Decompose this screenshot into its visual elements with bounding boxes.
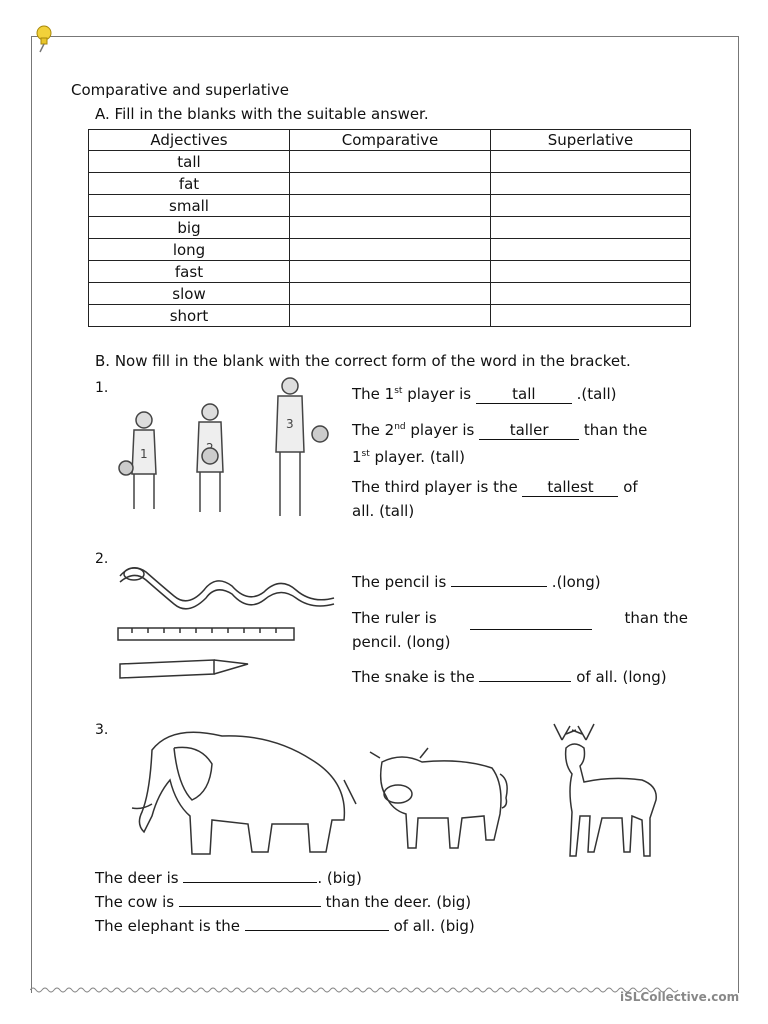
q3-s1-bracket: . (big) <box>317 869 362 887</box>
table-row <box>89 239 691 261</box>
section-a-instruction: A. Fill in the blanks with the suitable answer. <box>95 105 429 123</box>
adjective-cell: fat <box>89 173 290 195</box>
table-row <box>89 195 691 217</box>
q1-s1-text: The 1 <box>352 385 395 403</box>
comparative-blank[interactable] <box>290 173 491 195</box>
comparative-blank[interactable] <box>290 195 491 217</box>
q1-s2-text-d: 1 <box>352 448 362 466</box>
q3-s2-text: The cow is <box>95 893 179 911</box>
q2-s2-text-b: than the <box>624 609 688 627</box>
q3-sentence-3 <box>95 914 475 938</box>
table-row <box>89 283 691 305</box>
q2-s2-text-c: pencil. (long) <box>352 633 451 651</box>
q1-s3-answer-blank[interactable]: tallest <box>522 478 618 497</box>
q2-s1-answer-blank[interactable] <box>451 586 547 587</box>
q3-s3-text-b: of all. (big) <box>388 917 475 935</box>
q3-sentence-1 <box>95 866 362 890</box>
superlative-blank[interactable] <box>491 151 691 173</box>
q2-s1-bracket: .(long) <box>547 573 601 591</box>
section-b-instruction: B. Now fill in the blank with the correct form of the word in the bracket. <box>95 352 631 370</box>
adjective-table <box>88 129 691 327</box>
table-row <box>89 305 691 327</box>
q2-s3-text-b: of all. (long) <box>571 668 667 686</box>
comparative-blank[interactable] <box>290 305 491 327</box>
header-comparative: Comparative <box>290 130 491 151</box>
deer-icon <box>554 724 656 856</box>
q1-s1-answer-blank[interactable]: tall <box>476 385 572 404</box>
q3-s1-answer-blank[interactable] <box>183 882 317 883</box>
q2-s1-text: The pencil is <box>352 573 452 591</box>
q1-s1-sup: st <box>394 386 403 396</box>
q2-sentence-2 <box>352 606 688 654</box>
q2-s2-text: The ruler is <box>352 609 437 627</box>
q1-s2-text-e: player. (tall) <box>369 448 465 466</box>
basketball-players-illustration <box>112 374 342 524</box>
q3-s2-answer-blank[interactable] <box>179 906 321 907</box>
superlative-blank[interactable] <box>491 261 691 283</box>
q1-s1-bracket: .(tall) <box>571 385 617 403</box>
adjective-cell: slow <box>89 283 290 305</box>
comparative-blank[interactable] <box>290 283 491 305</box>
q1-s2-sup: nd <box>394 422 406 432</box>
adjective-cell: short <box>89 305 290 327</box>
q1-s3-text-b: of <box>618 478 638 496</box>
watermark: iSLCollective.com <box>620 990 740 1004</box>
q2-s3-text: The snake is the <box>352 668 480 686</box>
table-row <box>89 261 691 283</box>
table-row <box>89 217 691 239</box>
superlative-blank[interactable] <box>491 305 691 327</box>
q1-s2-text: The 2 <box>352 421 395 439</box>
adjective-cell: tall <box>89 151 290 173</box>
adjective-cell: big <box>89 217 290 239</box>
q1-sentence-2 <box>352 415 692 469</box>
superlative-blank[interactable] <box>491 173 691 195</box>
q2-s3-answer-blank[interactable] <box>479 681 571 682</box>
superlative-blank[interactable] <box>491 195 691 217</box>
q1-s3-text: The third player is the <box>352 478 523 496</box>
table-header-row <box>89 130 691 151</box>
question-2-number: 2. <box>95 551 109 567</box>
comparative-blank[interactable] <box>290 151 491 173</box>
table-row <box>89 173 691 195</box>
header-superlative: Superlative <box>491 130 691 151</box>
q1-s2-text-b: player is <box>405 421 480 439</box>
question-3-number: 3. <box>95 722 109 738</box>
q2-s2-answer-blank[interactable] <box>470 629 592 630</box>
adjective-cell: fast <box>89 261 290 283</box>
q2-sentence-1 <box>352 570 601 594</box>
superlative-blank[interactable] <box>491 283 691 305</box>
worksheet-title: Comparative and superlative <box>71 81 289 99</box>
q1-s2-sup-2: st <box>361 449 370 459</box>
q1-s1-text-b: player is <box>402 385 476 403</box>
q3-s1-text: The deer is <box>95 869 184 887</box>
q1-sentence-3 <box>352 475 692 523</box>
question-1-number: 1. <box>95 380 109 396</box>
q3-s3-text: The elephant is the <box>95 917 245 935</box>
comparative-blank[interactable] <box>290 217 491 239</box>
superlative-blank[interactable] <box>491 239 691 261</box>
snake-icon <box>120 568 334 601</box>
superlative-blank[interactable] <box>491 217 691 239</box>
comparative-blank[interactable] <box>290 261 491 283</box>
snake-ruler-pencil-illustration <box>112 556 342 686</box>
svg-text:3: 3 <box>286 417 294 431</box>
pushpin-icon <box>30 24 58 54</box>
q1-s2-answer-blank[interactable]: taller <box>479 421 579 440</box>
adjective-cell: small <box>89 195 290 217</box>
adjective-cell: long <box>89 239 290 261</box>
q1-s2-text-c: than the <box>579 421 648 439</box>
q1-sentence-1 <box>352 379 617 406</box>
table-row <box>89 151 691 173</box>
q1-s3-text-c: all. (tall) <box>352 502 415 520</box>
header-adjectives: Adjectives <box>89 130 290 151</box>
q3-s3-answer-blank[interactable] <box>245 930 389 931</box>
animals-illustration <box>112 720 672 865</box>
elephant-icon <box>132 732 356 854</box>
q2-sentence-3 <box>352 665 667 689</box>
q3-sentence-2 <box>95 890 471 914</box>
q3-s2-text-b: than the deer. (big) <box>320 893 472 911</box>
svg-text:1: 1 <box>140 447 148 461</box>
comparative-blank[interactable] <box>290 239 491 261</box>
cow-icon <box>370 748 507 848</box>
